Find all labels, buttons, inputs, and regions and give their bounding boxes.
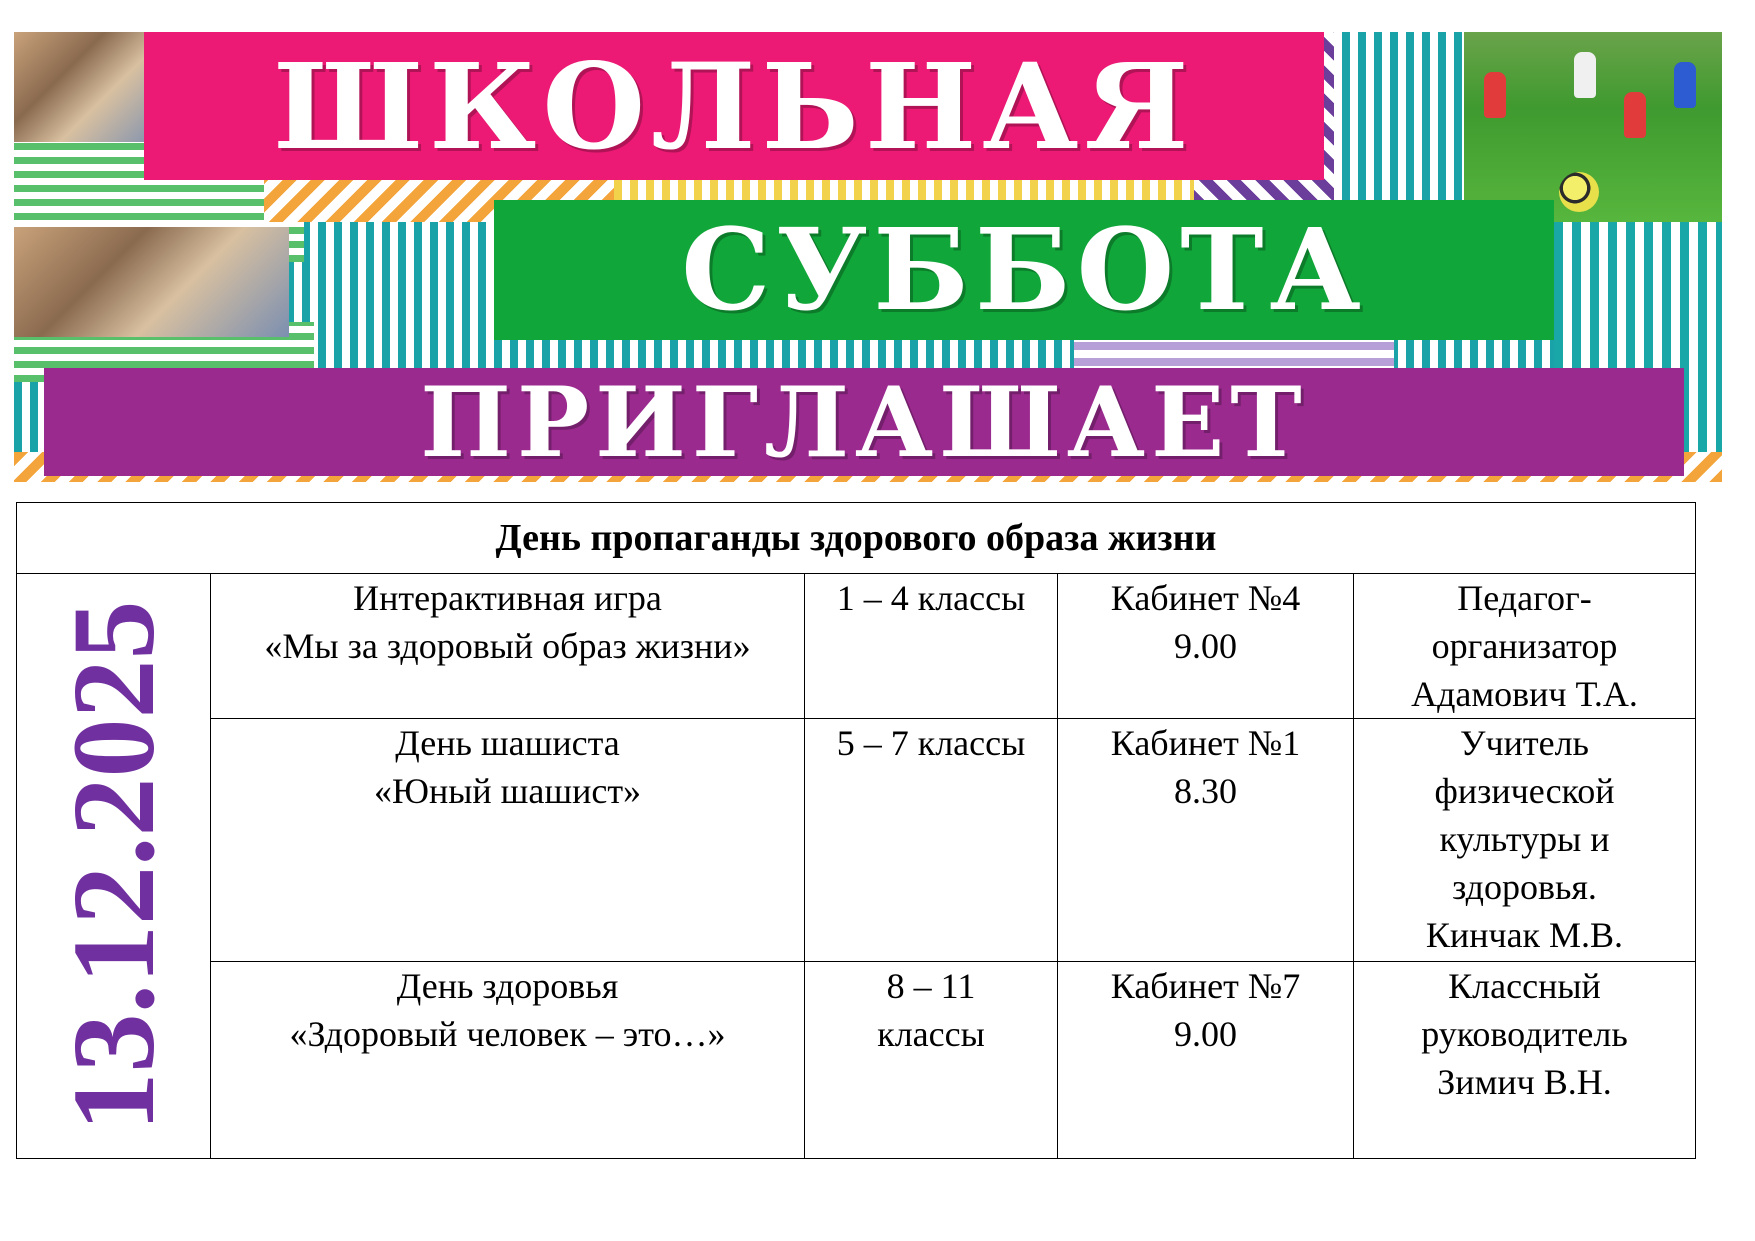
football-ball <box>1559 172 1599 212</box>
player-figure <box>1674 62 1696 108</box>
classroom-photo-left <box>14 227 289 337</box>
grades-text: 5 – 7 классы <box>836 723 1026 763</box>
time-text: 8.30 <box>1174 771 1237 811</box>
table-header-row <box>17 503 1696 574</box>
event-title: «Мы за здоровый образ жизни» <box>264 626 751 666</box>
responsible-cell <box>1354 719 1696 962</box>
schedule-title: День пропаганды здорового образа жизни <box>17 503 1696 574</box>
responsible-line: физической <box>1434 771 1615 811</box>
event-cell <box>211 574 805 719</box>
grades-text: 1 – 4 классы <box>836 578 1026 618</box>
responsible-line: Адамович Т.А. <box>1411 674 1638 714</box>
responsible-line: здоровья. <box>1452 867 1597 907</box>
responsible-line: Педагог- <box>1457 578 1592 618</box>
responsible-line: Зимич В.Н. <box>1437 1062 1612 1102</box>
grades-cell <box>805 962 1058 1159</box>
table-row <box>17 574 1696 719</box>
time-text: 9.00 <box>1174 626 1237 666</box>
event-cell <box>211 719 805 962</box>
responsible-line: культуры и <box>1439 819 1610 859</box>
place-cell <box>1058 719 1354 962</box>
event-title: «Здоровый человек – это…» <box>289 1014 726 1054</box>
responsible-line: Кинчак М.В. <box>1425 915 1624 955</box>
banner-line-3 <box>44 365 1684 479</box>
football-photo <box>1464 32 1722 222</box>
date-cell <box>17 574 211 1159</box>
banner-line-1 <box>144 32 1324 180</box>
banner-poster <box>14 32 1722 482</box>
place-cell <box>1058 962 1354 1159</box>
responsible-line: организатор <box>1431 626 1618 666</box>
event-name: День здоровья <box>396 966 619 1006</box>
player-figure <box>1574 52 1596 98</box>
player-figure <box>1624 92 1646 138</box>
event-date: 13.12.2025 <box>47 600 179 1132</box>
responsible-line: Классный <box>1448 966 1601 1006</box>
table-row <box>17 962 1696 1159</box>
room-text: Кабинет №7 <box>1110 966 1301 1006</box>
time-text: 9.00 <box>1174 1014 1237 1054</box>
event-cell <box>211 962 805 1159</box>
banner-line-2-text: СУББОТА <box>681 204 1367 336</box>
room-text: Кабинет №1 <box>1110 723 1301 763</box>
responsible-line: руководитель <box>1421 1014 1628 1054</box>
banner-line-2 <box>494 200 1554 340</box>
responsible-cell <box>1354 962 1696 1159</box>
banner-line-1-text: ШКОЛЬНАЯ <box>273 36 1195 176</box>
room-text: Кабинет №4 <box>1110 578 1301 618</box>
event-name: День шашиста <box>395 723 620 763</box>
responsible-line: Учитель <box>1460 723 1589 763</box>
place-cell <box>1058 574 1354 719</box>
classroom-photo-top <box>14 32 164 142</box>
event-title: «Юный шашист» <box>373 771 642 811</box>
schedule-table <box>16 502 1696 1159</box>
grades-text: классы <box>877 1014 985 1054</box>
table-row <box>17 719 1696 962</box>
banner-line-3-text: ПРИГЛАШАЕТ <box>420 365 1308 479</box>
grades-cell <box>805 574 1058 719</box>
responsible-cell <box>1354 574 1696 719</box>
event-name: Интерактивная игра <box>353 578 662 618</box>
grades-cell <box>805 719 1058 962</box>
player-figure <box>1484 72 1506 118</box>
grades-text: 8 – 11 <box>886 966 976 1006</box>
